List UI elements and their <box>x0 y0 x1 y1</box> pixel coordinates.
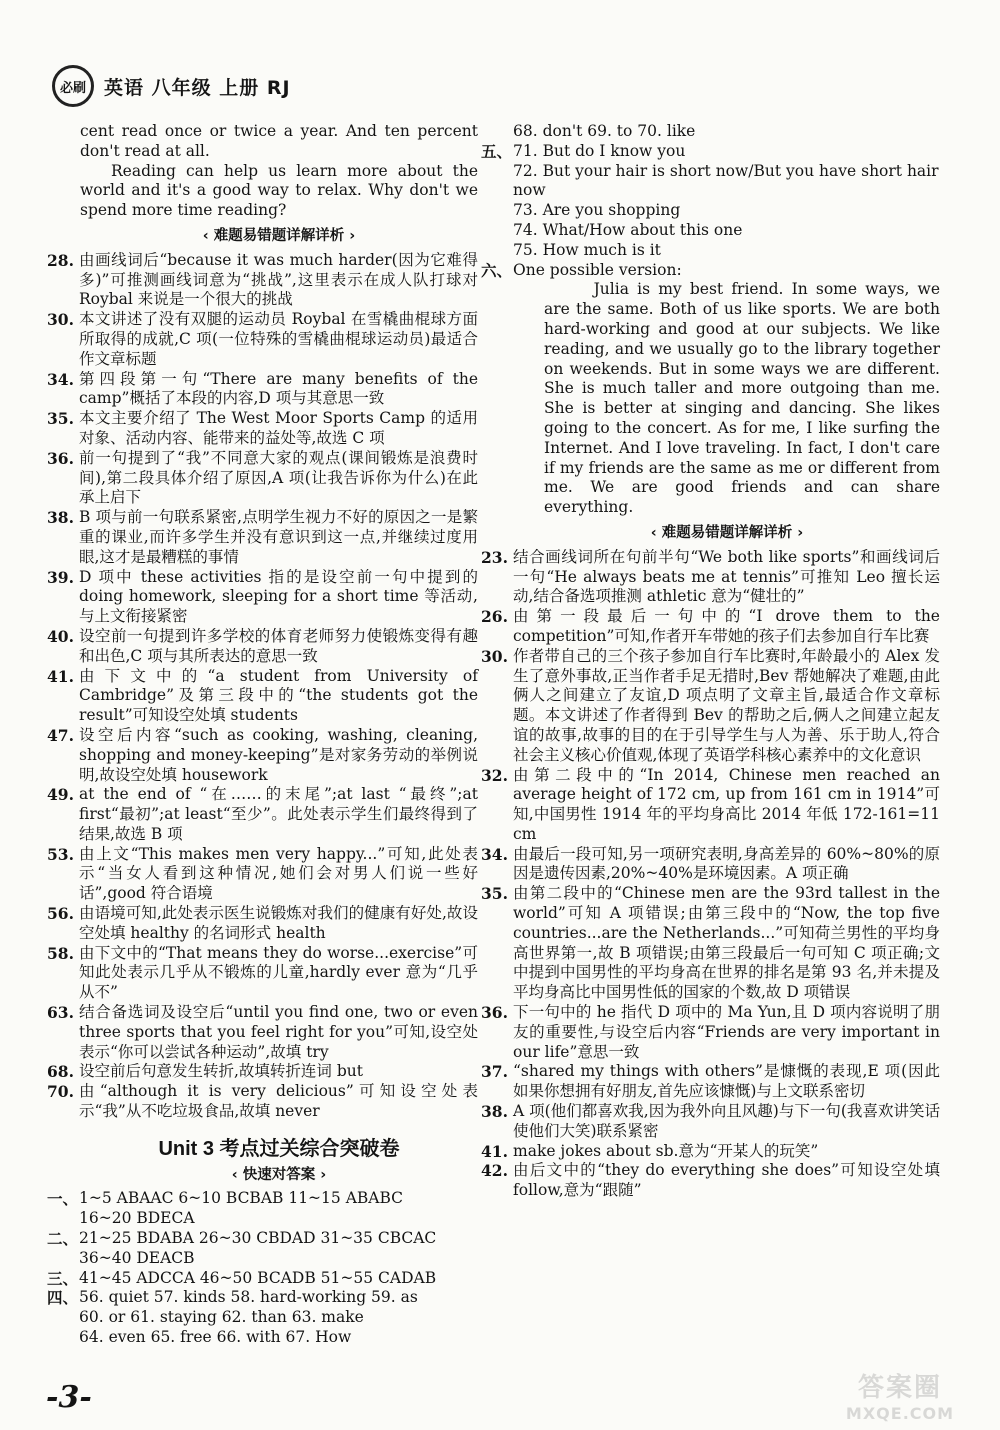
explanation-item <box>47 844 478 904</box>
answer-label: 六、 <box>481 260 513 280</box>
item-text: 由语境可知,此处表示医生说锻炼对我们的健康有好处,故设空处填 healthy 的名词形式 health <box>79 904 478 942</box>
item-text: 第四段第一句“There are many benefits of the camp”概括了本段的内容,D 项与其意思一致 <box>79 369 478 408</box>
answer-text: 1~5 ABAAC 6~10 BCBAB 11~15 ABABC <box>79 1189 404 1208</box>
answer-text: 75. How much is it <box>513 240 661 259</box>
answer-label <box>481 241 513 261</box>
item-text: 由上文“This makes men very happy...”可知,此处表示“当女人看到这种情况,她们会对男人们说一些好话”,good 符合语境 <box>79 844 478 903</box>
answer-line <box>47 1189 478 1209</box>
item-number: 37. <box>481 1062 508 1082</box>
item-number: 30. <box>47 310 74 330</box>
answer-text: 72. But your hair is short now/But you have short hair now <box>513 161 939 200</box>
item-text: B 项与前一句联系紧密,点明学生视力不好的原因之一是繁重的课业,而许多学生并没有意识到这一点,并继续过度用眼,这才是最糟糕的事情 <box>79 508 478 566</box>
right-answer-list <box>481 122 940 280</box>
explanation-item <box>481 884 940 1003</box>
explanation-item <box>47 567 478 627</box>
answer-line <box>47 1268 478 1289</box>
answer-label <box>481 221 513 241</box>
answer-label <box>481 162 513 202</box>
item-number: 30. <box>481 646 508 666</box>
explanation-item <box>47 409 478 449</box>
answer-line <box>481 141 940 162</box>
left-column <box>47 122 478 1348</box>
page-number: -3- <box>46 1380 92 1415</box>
sample-essay: Julia is my best friend. In some ways, we are the same. Both of us like sports. We are both hard-working and good at our subjects. We like reading, and we usually go to the library together on weekends. But in some ways we are different. She is much taller and more outgoing than me. She is better at singing and dancing. She likes going to the concert. As for me, I like surfing the Internet. And I love traveling. In fact, I don't care if my friends are the same as me or different from me. We are good friends and can share everything. <box>544 280 940 517</box>
answer-line <box>514 221 940 241</box>
item-text: make jokes about sb.意为“开某人的玩笑” <box>513 1141 819 1160</box>
item-text: 前一句提到了“我”不同意大家的观点(课间锻炼是浪费时间),第二段具体介绍了原因,A 项(让我告诉你为什么)在此承上启下 <box>79 448 478 507</box>
item-text: 作者带自己的三个孩子参加自行车比赛时,年龄最小的 Alex 发生了意外事故,正当作者手足无措时,Bev 帮她解决了难题,由此俩人之间建立了友谊,D 项点明了文章主旨,最适合作文章标题。本文讲述了作者得到 Bev 的帮助之后,俩人之间建立起友谊的故事,故事的目的在于引导学生与人为善、乐于助人,符合社会主义核心价值观,体现了英语学科核心素养中的文化意识 <box>513 646 940 764</box>
explanation-item <box>481 844 940 885</box>
explanation-item <box>47 448 478 508</box>
item-text: 设空前一句提到许多学校的体育老师努力使锻炼变得有趣和出色,C 项与其所表达的意思一致 <box>79 626 478 665</box>
item-text: 本文讲述了没有双腿的运动员 Roybal 在雪橇曲棍球方面所取得的成就,C 项(一位特殊的雪橇曲棍球运动员)最适合作文章标题 <box>79 310 478 368</box>
item-number: 41. <box>47 666 74 686</box>
header-title: 英语 八年级 上册 RJ <box>104 76 291 99</box>
answer-label <box>47 1328 79 1348</box>
answer-label: 二、 <box>47 1229 79 1249</box>
item-number: 63. <box>47 1003 74 1023</box>
item-text: 由后文中的“they do everything she does”可知设空处填 follow,意为“跟随” <box>513 1161 940 1200</box>
explanation-item <box>47 1062 478 1082</box>
explanation-item <box>47 725 478 785</box>
page-header <box>52 62 291 110</box>
item-text: 结合画线词所在句前半句“We both like sports”和画线词后一句“He always beats me at tennis”可推知 Leo 擅长运动,结合备选项推测 athletic 意为“健壮的” <box>513 547 940 606</box>
item-text: 由第二段中的“Chinese men are the 93rd tallest in the world”可知 A 项错误;由第三段中的“Now, the top five countries...are the Netherlands...”可知荷兰男性的平均身高世界第一,故 B 项错误;由第三段最后一句可知 C 项正确;文中提到中国男性的平均身高在世界的排名是第 93 名,并未提及平均身高比中国男性低的国家的个数,故 D 项错误 <box>513 884 940 1002</box>
item-text: D 项中 these activities 指的是设空前一句中提到的 doing homework, sleeping for a short time 等活动,与上文衔接紧密 <box>79 567 478 626</box>
answer-label <box>481 201 513 221</box>
explanation-item <box>47 369 478 410</box>
item-text: 由下文中的“That means they do worse...exercise”可知此处表示几乎从不锻炼的儿童,hardly ever 意为“几乎从不” <box>79 943 478 1002</box>
quick-answer-list <box>47 1189 478 1347</box>
item-number: 42. <box>481 1161 508 1181</box>
left-explanation-list <box>47 250 478 1122</box>
answer-text: 60. or 61. staying 62. than 63. make <box>79 1308 364 1327</box>
item-number: 70. <box>47 1082 74 1102</box>
explanation-item <box>47 1003 478 1062</box>
watermark-bottom-text: MXQE.COM <box>845 1404 955 1423</box>
answer-text: 36~40 DEACB <box>79 1248 195 1267</box>
answer-label <box>47 1249 79 1269</box>
item-number: 38. <box>47 508 74 528</box>
answer-line <box>80 1308 478 1328</box>
explanation-item <box>47 310 478 369</box>
answer-line <box>514 162 940 202</box>
right-column <box>481 122 940 1201</box>
item-text: 由最后一段可知,另一项研究表明,身高差异的 60%~80%的原因是遗传因素,20%~40%是环境因素。A 项正确 <box>513 844 940 883</box>
explanation-item <box>47 785 478 844</box>
item-text: 由画线词后“because it was much harder(因为它难得多)”可推测画线词意为“挑战”,这里表示在成人队打球对 Roybal 来说是一个很大的挑战 <box>79 250 478 309</box>
intro-paragraph-2: Reading can help us learn more about the world and it's a good way to relax. Why don't we spend more time reading? <box>80 161 478 220</box>
explanation-item <box>481 646 940 766</box>
explanation-item <box>47 943 478 1003</box>
answer-line <box>80 1328 478 1348</box>
item-number: 49. <box>47 785 74 805</box>
item-number: 36. <box>481 1003 508 1023</box>
answer-text: One possible version: <box>513 260 682 279</box>
answer-label: 四、 <box>47 1288 79 1308</box>
answer-text: 21~25 BDABA 26~30 CBDAD 31~35 CBCAC <box>79 1229 437 1248</box>
explanation-item <box>481 1102 940 1142</box>
answer-line <box>514 201 940 221</box>
answer-line <box>481 260 940 281</box>
item-number: 34. <box>481 844 508 864</box>
item-text: at the end of “在……的末尾”;at last “最终”;at first“最初”;at least“至少”。此处表示学生们最终得到了结果,故选 B 项 <box>79 785 478 843</box>
right-explanation-list <box>481 547 940 1201</box>
item-number: 32. <box>481 765 508 785</box>
item-number: 39. <box>47 567 74 587</box>
answer-line <box>80 1209 478 1229</box>
item-number: 41. <box>481 1141 508 1161</box>
item-number: 58. <box>47 943 74 963</box>
answer-label: 一、 <box>47 1189 79 1209</box>
answer-line <box>514 122 940 142</box>
answer-text: 71. But do I know you <box>513 141 686 160</box>
explanation-item <box>481 1161 940 1201</box>
answer-text: 56. quiet 57. kinds 58. hard-working 59. as <box>79 1288 418 1307</box>
explanation-item <box>481 1062 940 1102</box>
intro-paragraph-1: cent read once or twice a year. And ten percent don't read at all. <box>80 122 478 160</box>
answer-line <box>47 1288 478 1308</box>
unit-title: Unit 3 考点过关综合突破卷 <box>158 1137 400 1160</box>
explanation-item <box>47 250 478 310</box>
item-text: 由第一段最后一句中的“I drove them to the competition”可知,作者开车带她的孩子们去参加自行车比赛 <box>513 607 940 645</box>
answer-label <box>47 1308 79 1328</box>
item-number: 53. <box>47 844 74 864</box>
answer-line <box>80 1249 478 1269</box>
item-text: A 项(他们都喜欢我,因为我外向且风趣)与下一句(我喜欢讲笑话使他们大笑)联系紧密 <box>513 1102 940 1140</box>
item-number: 28. <box>47 250 74 270</box>
explanation-item <box>481 547 940 607</box>
watermark <box>820 1370 980 1423</box>
answer-text: 68. don't 69. to 70. like <box>513 122 696 140</box>
explanation-item <box>481 1003 940 1062</box>
answer-text: 74. What/How about this one <box>513 220 743 239</box>
answer-text: 16~20 BDECA <box>79 1209 195 1228</box>
answer-label <box>47 1209 79 1229</box>
item-text: 由第二段中的“In 2014, Chinese men reached an average height of 172 cm, up from 161 cm in 1914”可知,中国男性 1914 年的平均身高比 2014 年低 172-161=11 cm <box>513 765 940 843</box>
item-number: 56. <box>47 904 74 924</box>
item-text: 本文主要介绍了 The West Moor Sports Camp 的适用对象、活动内容、能带来的益处等,故选 C 项 <box>79 409 478 447</box>
explanation-item <box>47 904 478 944</box>
explanation-item <box>47 666 478 726</box>
explanation-item <box>481 765 940 845</box>
answer-text: 73. Are you shopping <box>513 201 681 220</box>
item-text: 设空后内容“such as cooking, washing, cleaning, shopping and money-keeping”是对家务劳动的举例说明,故设空处填 housework <box>79 725 478 784</box>
item-text: 由“although it is very delicious”可知设空处表示“我”从不吃垃圾食品,故填 never <box>79 1082 478 1121</box>
explanation-item <box>481 1141 940 1162</box>
item-text: 下一句中的 he 指代 D 项中的 Ma Yun,且 D 项内容说明了朋友的重要性,与设空后内容“Friends are very important in our life”意思一致 <box>513 1003 940 1061</box>
answer-line <box>47 1229 478 1249</box>
answer-label: 三、 <box>47 1268 79 1288</box>
section-title-quick-answers: ‹ 快速对答案 › <box>231 1166 327 1183</box>
item-number: 68. <box>47 1062 74 1082</box>
explanation-item <box>47 626 478 667</box>
item-text: 由下文中的“a student from University of Cambridge”及第三段中的“the students got the result”可知设空处填 students <box>79 666 478 725</box>
item-number: 34. <box>47 369 74 389</box>
answer-line <box>514 241 940 261</box>
answer-label <box>481 122 513 142</box>
item-number: 36. <box>47 448 74 468</box>
explanation-item <box>47 508 478 567</box>
item-number: 26. <box>481 607 508 627</box>
answer-text: 64. even 65. free 66. with 67. How <box>79 1328 352 1347</box>
item-number: 38. <box>481 1102 508 1122</box>
answer-label: 五、 <box>481 141 513 161</box>
item-text: “shared my things with others”是慷慨的表现,E 项(因此如果你想拥有好朋友,首先应该慷慨)与上文联系密切 <box>513 1062 940 1101</box>
item-number: 35. <box>481 884 508 904</box>
explanation-item <box>481 607 940 647</box>
item-number: 23. <box>481 547 508 567</box>
section-title-difficult-explained: ‹ 难题易错题详解详析 › <box>202 227 356 244</box>
item-number: 40. <box>47 626 74 646</box>
item-number: 47. <box>47 725 74 745</box>
watermark-top-text: 答案圈 <box>857 1373 942 1403</box>
answer-text: 41~45 ADCCA 46~50 BCADB 51~55 CADAB <box>79 1268 437 1287</box>
section-title-difficult-explained-2: ‹ 难题易错题详解详析 › <box>650 524 804 541</box>
item-text: 设空前后句意发生转折,故填转折连词 but <box>79 1062 363 1081</box>
explanation-item <box>47 1082 478 1122</box>
book-logo-icon: 必刷 <box>52 65 94 107</box>
item-number: 35. <box>47 409 74 429</box>
item-text: 结合备选词及设空后“until you find one, two or even three sports that you feel right for you”可知,设空处表示“你可以尝试各种运动”,故填 try <box>79 1003 478 1061</box>
